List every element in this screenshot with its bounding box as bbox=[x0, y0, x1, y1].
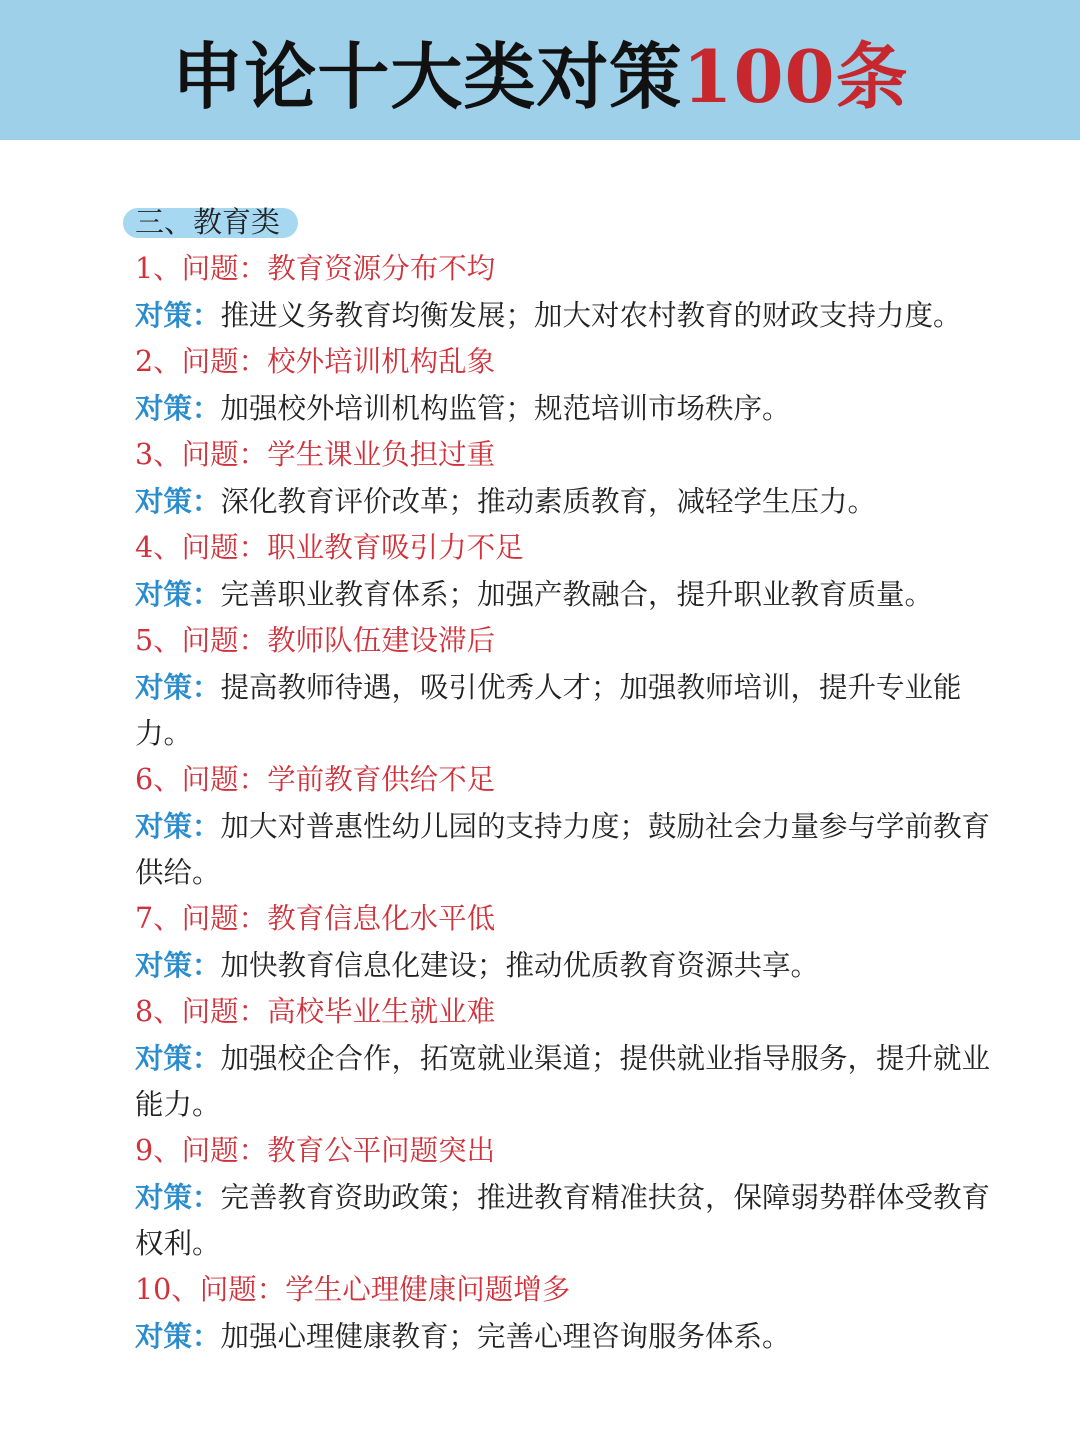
list-item bbox=[135, 432, 1005, 525]
measure-label: 对策： bbox=[135, 948, 221, 982]
measure-label: 对策： bbox=[135, 1041, 221, 1075]
measure-body: 提高教师待遇，吸引优秀人才；加强教师培训，提升专业能力。 bbox=[135, 671, 962, 750]
measure-text bbox=[135, 571, 1005, 618]
measure-label: 对策： bbox=[135, 1180, 221, 1214]
problem-text: 2、问题：校外培训机构乱象 bbox=[135, 345, 496, 378]
measure-text bbox=[135, 292, 1005, 339]
problem-text: 7、问题：教育信息化水平低 bbox=[135, 902, 496, 935]
section-heading-text: 三、教育类 bbox=[135, 205, 281, 239]
measure-body: 深化教育评价改革；推动素质教育，减轻学生压力。 bbox=[220, 485, 877, 518]
measure-body: 加大对普惠性幼儿园的支持力度；鼓励社会力量参与学前教育供给。 bbox=[135, 810, 991, 889]
measure-text bbox=[135, 803, 1005, 896]
problem-text: 10、问题：学生心理健康问题增多 bbox=[135, 1273, 571, 1306]
problem-text: 9、问题：教育公平问题突出 bbox=[135, 1134, 496, 1167]
list-item bbox=[135, 1267, 1005, 1360]
measure-body: 完善职业教育体系；加强产教融合，提升职业教育质量。 bbox=[220, 578, 934, 611]
measure-body: 完善教育资助政策；推进教育精准扶贫，保障弱势群体受教育权利。 bbox=[135, 1181, 991, 1260]
measure-label: 对策： bbox=[135, 577, 221, 611]
measure-text bbox=[135, 664, 1005, 757]
problem-text: 6、问题：学前教育供给不足 bbox=[135, 763, 496, 796]
measure-text bbox=[135, 1174, 1005, 1267]
measure-body: 加快教育信息化建设；推动优质教育资源共享。 bbox=[220, 949, 820, 982]
problem-text: 3、问题：学生课业负担过重 bbox=[135, 438, 496, 471]
content bbox=[135, 198, 1005, 1360]
measure-text bbox=[135, 942, 1005, 989]
list-item bbox=[135, 618, 1005, 757]
measure-label: 对策： bbox=[135, 484, 221, 518]
measure-label: 对策： bbox=[135, 298, 221, 332]
measure-body: 加强校企合作，拓宽就业渠道；提供就业指导服务，提升就业能力。 bbox=[135, 1042, 991, 1121]
list-item bbox=[135, 339, 1005, 432]
measure-text bbox=[135, 1313, 1005, 1360]
measure-body: 加强校外培训机构监管；规范培训市场秩序。 bbox=[220, 392, 791, 425]
title-main: 申论十大类对策 bbox=[171, 34, 683, 119]
measure-body: 推进义务教育均衡发展；加大对农村教育的财政支持力度。 bbox=[220, 299, 962, 332]
list-item bbox=[135, 1128, 1005, 1267]
list-item bbox=[135, 525, 1005, 618]
title-accent: 100条 bbox=[682, 34, 909, 119]
measure-text bbox=[135, 385, 1005, 432]
problem-text: 4、问题：职业教育吸引力不足 bbox=[135, 531, 524, 564]
measure-text bbox=[135, 1035, 1005, 1128]
list-item bbox=[135, 989, 1005, 1128]
list-item bbox=[135, 757, 1005, 896]
measure-text bbox=[135, 478, 1005, 525]
problem-text: 8、问题：高校毕业生就业难 bbox=[135, 995, 496, 1028]
measure-label: 对策： bbox=[135, 809, 221, 843]
measure-label: 对策： bbox=[135, 391, 221, 425]
problem-text: 1、问题：教育资源分布不均 bbox=[135, 252, 496, 285]
measure-body: 加强心理健康教育；完善心理咨询服务体系。 bbox=[220, 1320, 791, 1353]
list-item bbox=[135, 896, 1005, 989]
list-item bbox=[135, 246, 1005, 339]
problem-text: 5、问题：教师队伍建设滞后 bbox=[135, 624, 496, 657]
section-heading bbox=[135, 198, 292, 246]
measure-label: 对策： bbox=[135, 1319, 221, 1353]
page-title bbox=[0, 32, 1080, 122]
measure-label: 对策： bbox=[135, 670, 221, 704]
